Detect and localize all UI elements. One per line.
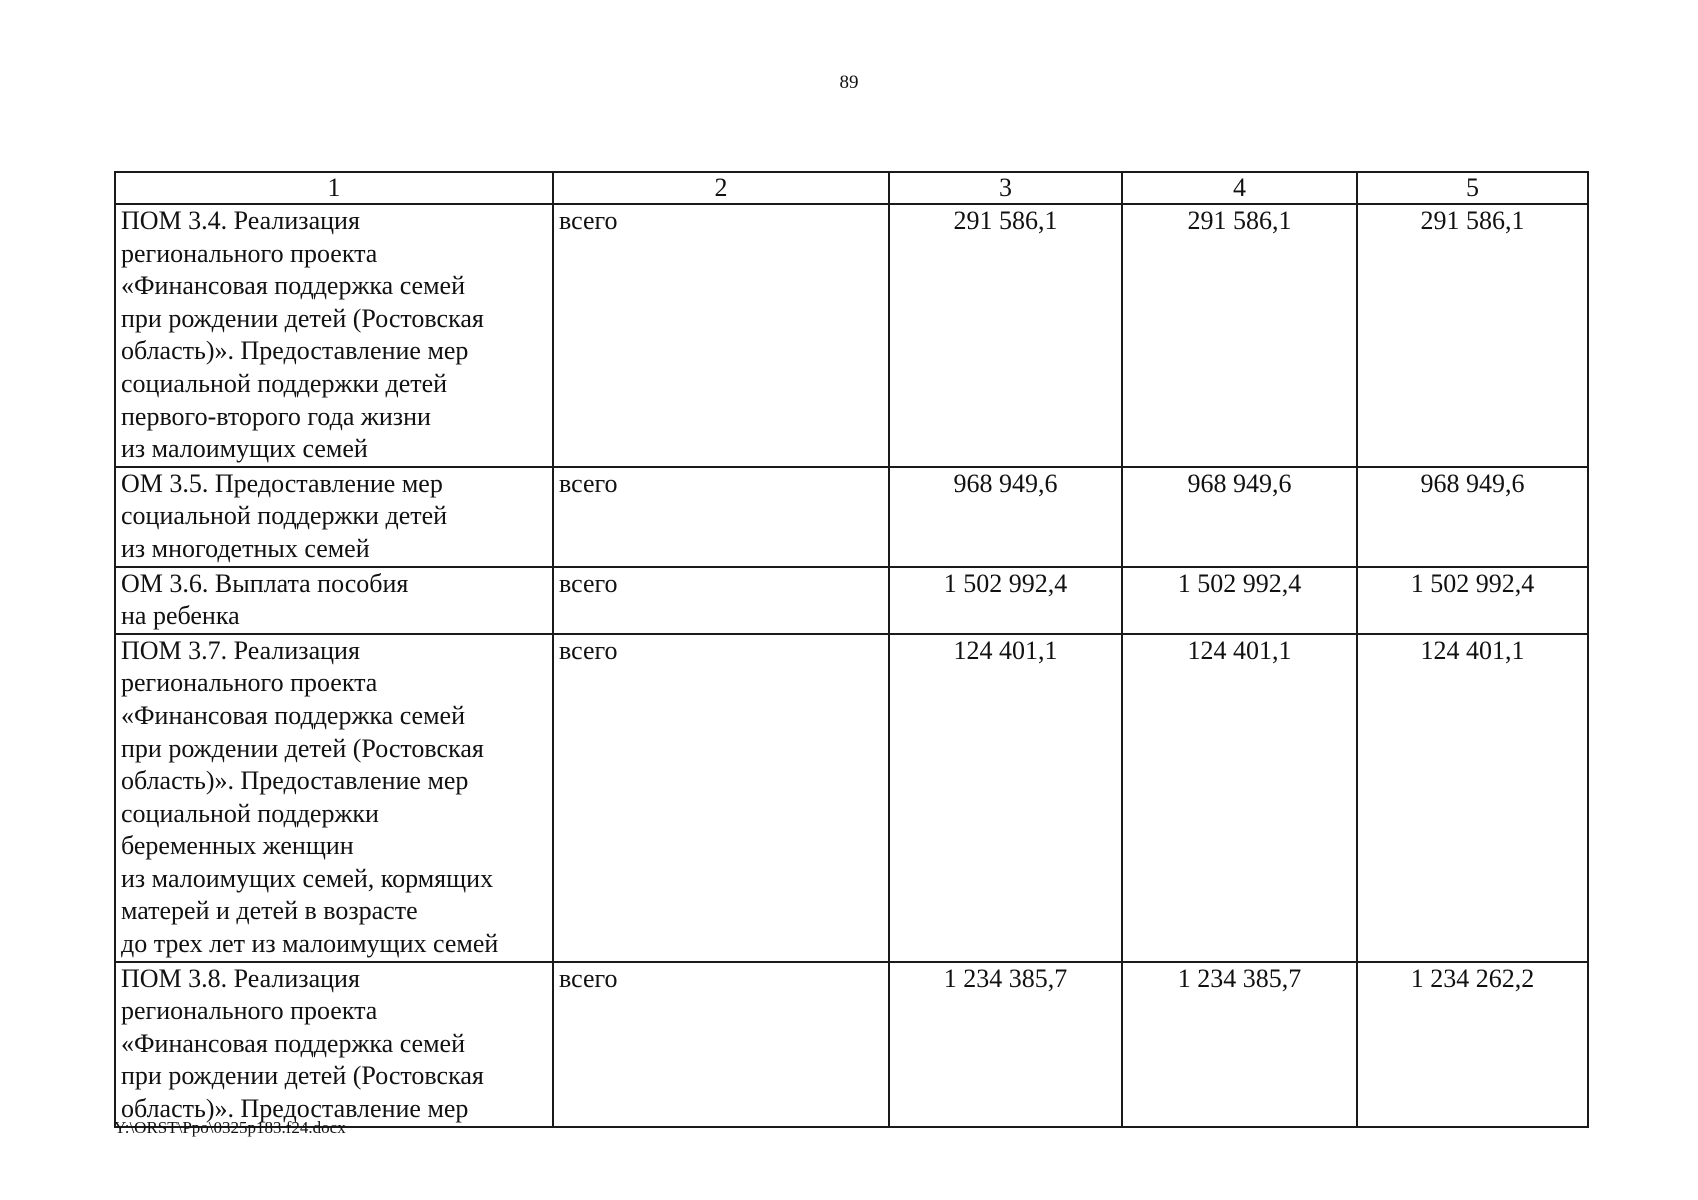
measure-name-cell: ПОМ 3.8. Реализация регионального проекта «Финансовая поддержка семей при рождении детей (Ростовская область)». Предоставление мер — [115, 962, 553, 1127]
funding-kind-cell: всего — [553, 204, 889, 467]
value-col3-cell: 1 502 992,4 — [889, 567, 1122, 634]
value-col4-cell: 1 502 992,4 — [1122, 567, 1357, 634]
column-header-4: 4 — [1122, 172, 1357, 204]
table-row — [115, 567, 1588, 634]
funding-kind-cell: всего — [553, 634, 889, 962]
value-col5-cell: 124 401,1 — [1357, 634, 1588, 962]
value-col5-cell: 1 234 262,2 — [1357, 962, 1588, 1127]
funding-kind-cell: всего — [553, 567, 889, 634]
funding-kind-cell: всего — [553, 467, 889, 567]
footer-file-path: Y:\ORST\Ppo\0325p183.f24.docx — [114, 1118, 346, 1137]
column-header-2: 2 — [553, 172, 889, 204]
table-row — [115, 962, 1588, 1127]
budget-table — [114, 171, 1589, 1128]
measure-name-cell: ОМ 3.5. Предоставление мер социальной поддержки детей из многодетных семей — [115, 467, 553, 567]
value-col5-cell: 291 586,1 — [1357, 204, 1588, 467]
column-header-5: 5 — [1357, 172, 1588, 204]
value-col4-cell: 291 586,1 — [1122, 204, 1357, 467]
measure-name-cell: ОМ 3.6. Выплата пособия на ребенка — [115, 567, 553, 634]
measure-name-cell: ПОМ 3.4. Реализация регионального проекта «Финансовая поддержка семей при рождении детей (Ростовская область)». Предоставление мер социальной поддержки детей первого-второго года жизни из малоимущих семей — [115, 204, 553, 467]
value-col3-cell: 124 401,1 — [889, 634, 1122, 962]
value-col3-cell: 1 234 385,7 — [889, 962, 1122, 1127]
table-row — [115, 634, 1588, 962]
value-col4-cell: 124 401,1 — [1122, 634, 1357, 962]
column-header-3: 3 — [889, 172, 1122, 204]
funding-kind-cell: всего — [553, 962, 889, 1127]
table-header-row — [115, 172, 1588, 204]
table-row — [115, 204, 1588, 467]
value-col4-cell: 968 949,6 — [1122, 467, 1357, 567]
value-col3-cell: 291 586,1 — [889, 204, 1122, 467]
value-col5-cell: 1 502 992,4 — [1357, 567, 1588, 634]
column-header-1: 1 — [115, 172, 553, 204]
page-number: 89 — [839, 72, 859, 93]
table-row — [115, 467, 1588, 567]
value-col5-cell: 968 949,6 — [1357, 467, 1588, 567]
value-col4-cell: 1 234 385,7 — [1122, 962, 1357, 1127]
value-col3-cell: 968 949,6 — [889, 467, 1122, 567]
measure-name-cell: ПОМ 3.7. Реализация регионального проекта «Финансовая поддержка семей при рождении детей (Ростовская область)». Предоставление мер социальной поддержки беременных женщин из малоимущих семей, кормящих матерей и детей в возрасте до трех лет из малоимущих семей — [115, 634, 553, 962]
